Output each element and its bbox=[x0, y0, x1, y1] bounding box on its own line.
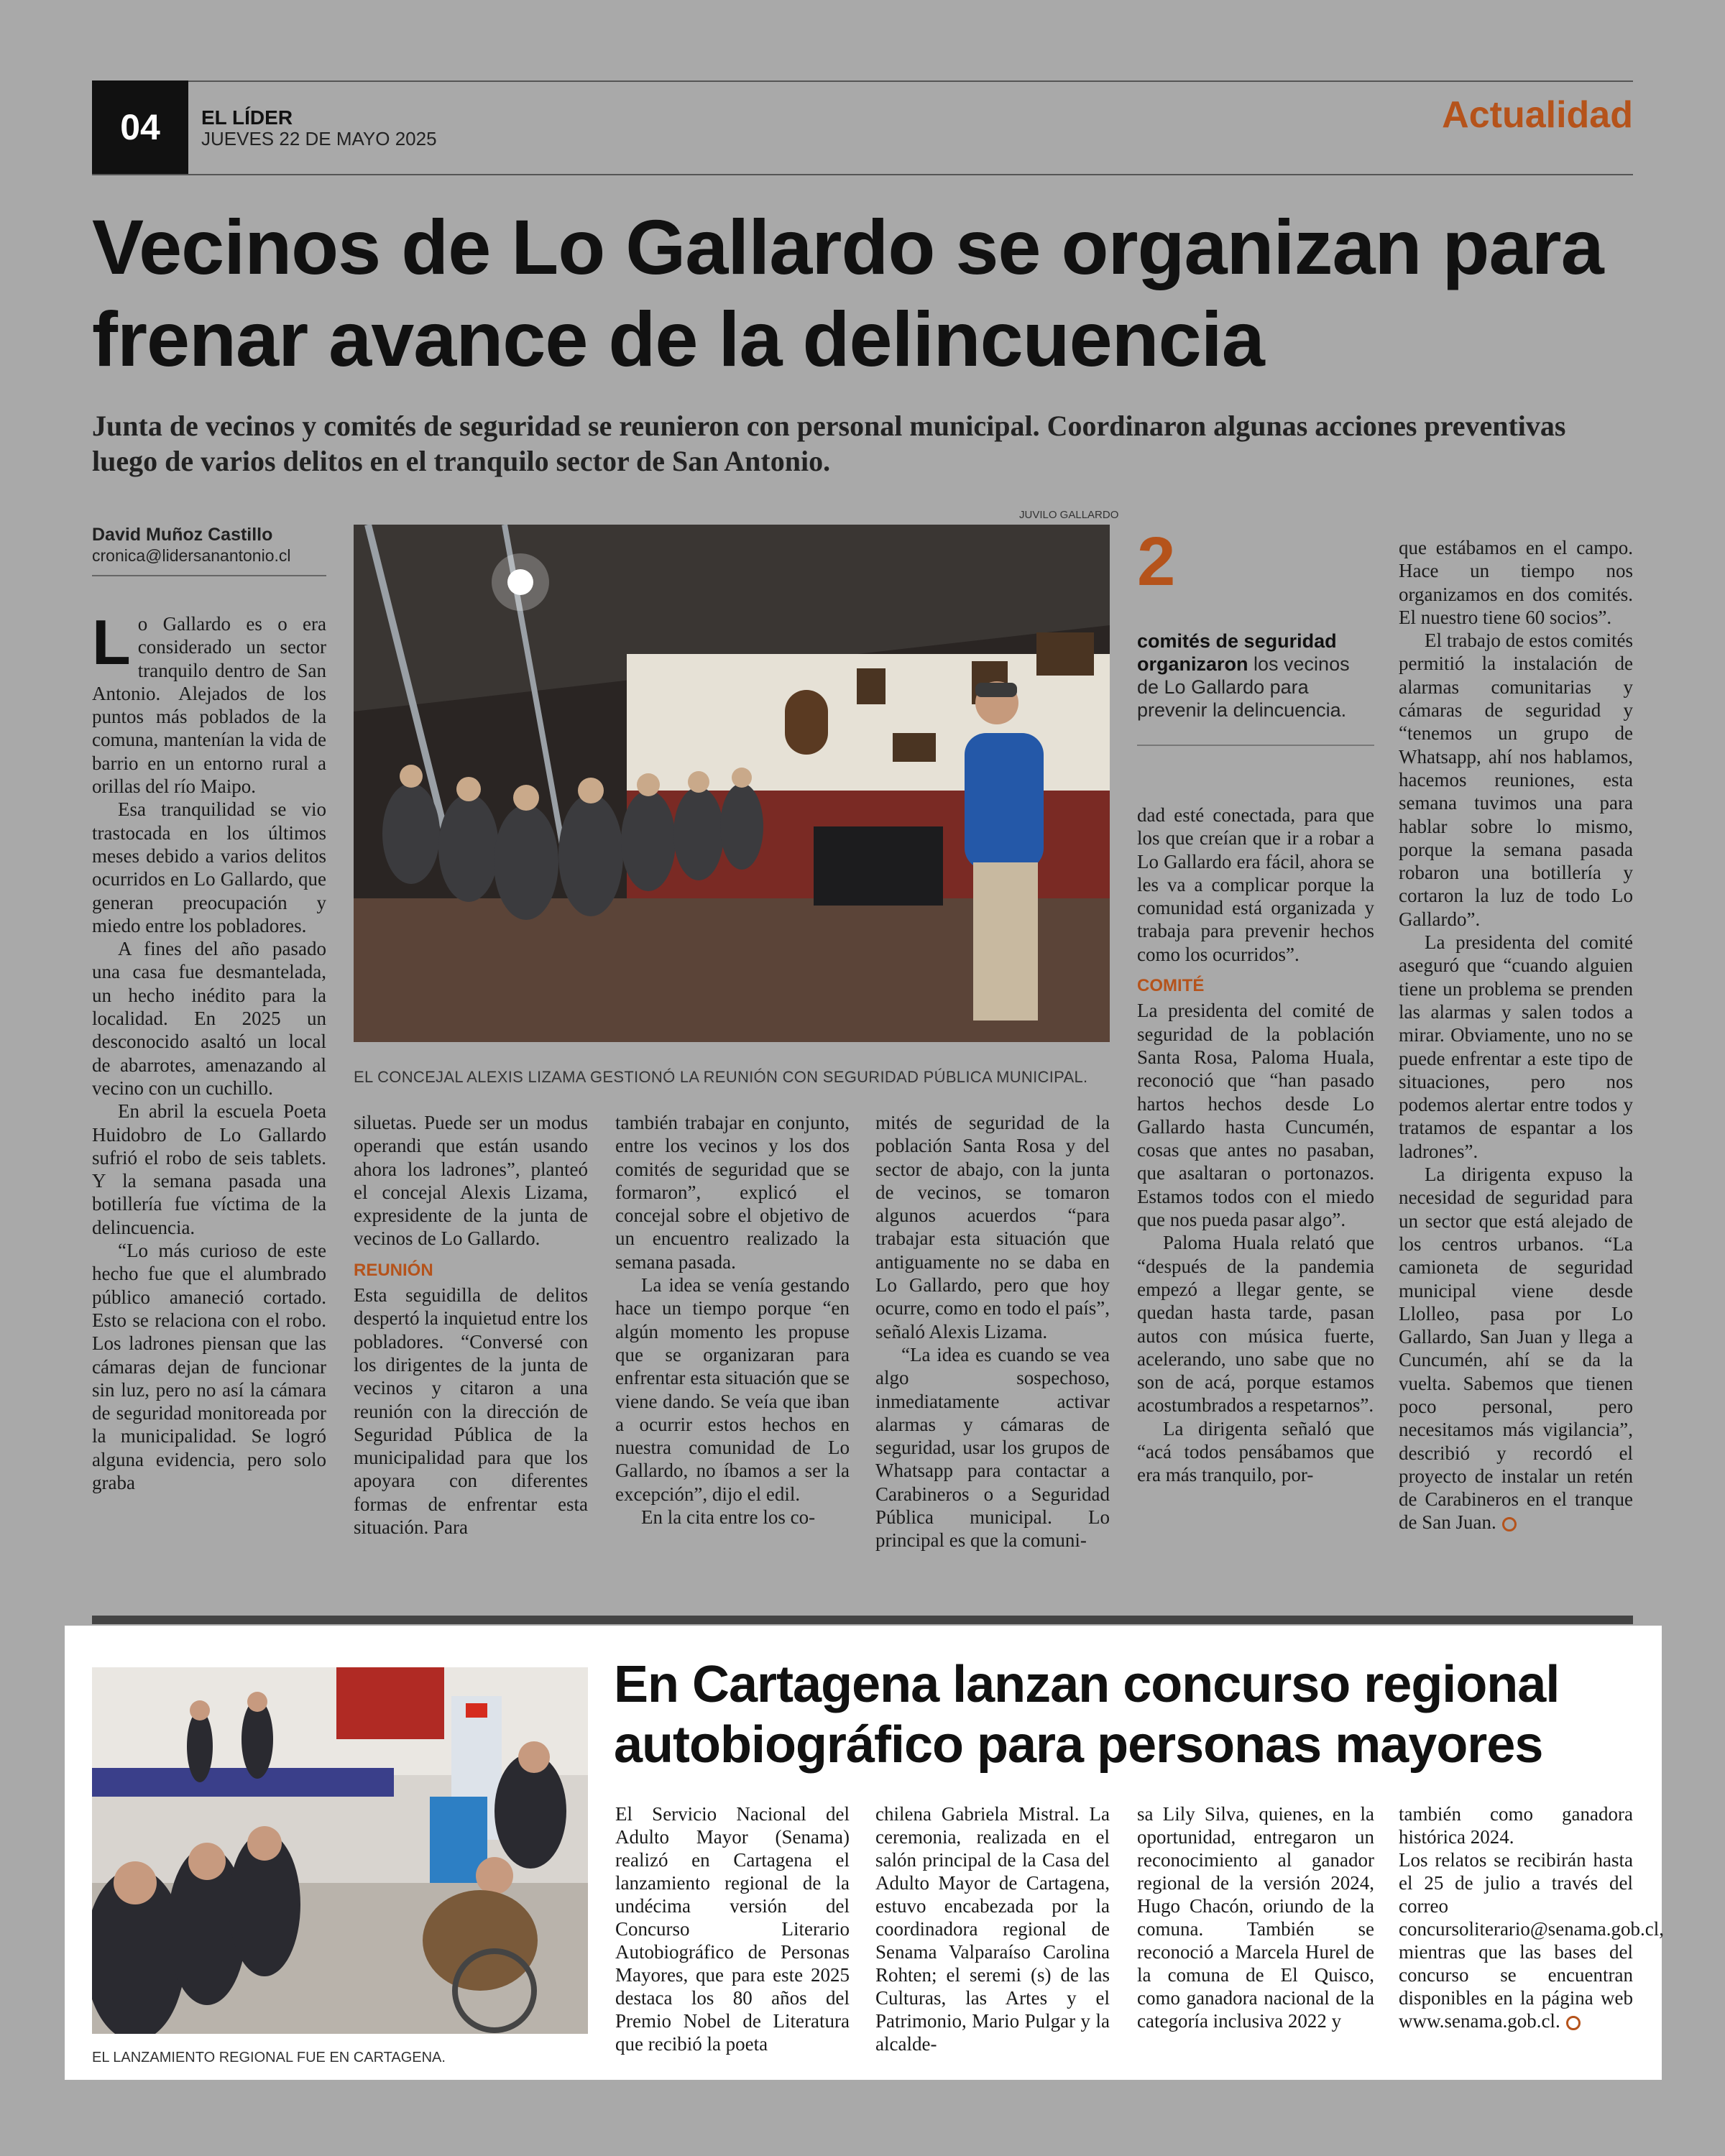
photo-caption-2: EL LANZAMIENTO REGIONAL FUE EN CARTAGENA. bbox=[92, 2050, 446, 2065]
fact-rule bbox=[1137, 745, 1374, 746]
paragraph: que estábamos en el campo. Hace un tiempo nos organizamos en dos comités. El nuestro tiene 60 socios”. bbox=[1399, 537, 1633, 628]
paragraph: A fines del año pasado una casa fue desmantelada, un hecho inédito para la localidad. En 2025 un desconocido asaltó un local de abarrotes, amenazando al vecino con un cuchillo. bbox=[92, 938, 326, 1099]
subhead-comite: COMITÉ bbox=[1137, 976, 1205, 996]
photo-caption: EL CONCEJAL ALEXIS LIZAMA GESTIONÓ LA REUNIÓN CON SEGURIDAD PÚBLICA MUNICIPAL. bbox=[354, 1068, 1088, 1086]
top-rule bbox=[92, 80, 1633, 82]
photo-credit: JUVILO GALLARDO bbox=[1019, 509, 1119, 521]
section-title: Actualidad bbox=[1442, 94, 1633, 136]
article-2-headline: En Cartagena lanzan concurso regional autobiográfico para personas mayores bbox=[614, 1656, 1560, 1774]
end-of-article-icon bbox=[1502, 1517, 1517, 1531]
paragraph: Paloma Huala relató que “después de la pandemia empezó a llegar gente, se quedan hasta tarde, pasan autos con música fuerte, acelerando, uno sabe que no son de acá, porque estamos acostumbrados a respetarnos”. bbox=[1137, 1232, 1374, 1416]
author-email[interactable]: cronica@lidersanantonio.cl bbox=[92, 546, 291, 565]
article-column-1 bbox=[92, 607, 326, 1494]
article-2-column-2 bbox=[875, 1802, 1110, 2055]
paragraph: En abril la escuela Poeta Huidobro de Lo Gallardo sufrió el robo de seis tablets. Y la semana pasada una botillería fue víctima de la delincuencia. bbox=[92, 1100, 326, 1238]
fact-bold-text: comités de seguridad organizaron bbox=[1137, 630, 1337, 675]
article-2-column-4 bbox=[1399, 1802, 1664, 2032]
paragraph: La presidenta del comité aseguró que “cuando alguien tiene un problema se prenden las alarmas y salen todos a mirar. Obviamente, uno no se puede enfrentar a este tipo de situaciones, pero nos podemos alertar entre todos y tratamos de espantar a los ladrones”. bbox=[1399, 931, 1633, 1162]
paragraph: “Lo más curioso de este hecho fue que el alumbrado público amaneció cortado. Esto se relaciona con el robo. Los ladrones piensan que las cámaras dejan de funcionar sin luz, pero no así la cámara de seguridad monitoreada por la municipalidad. Se logró alguna evidencia, pero solo graba bbox=[92, 1240, 326, 1493]
article-column-6 bbox=[1399, 536, 1633, 1534]
fact-number: 2 bbox=[1137, 523, 1176, 600]
paragraph: “La idea es cuando se vea algo sospechoso, inmediatamente activar alarmas y cámaras de seguridad, usar los grupos de Whatsapp para contactar a Carabineros o a Seguridad Pública municipal. Lo principal es que la comuni- bbox=[875, 1343, 1110, 1552]
paragraph: chilena Gabriela Mistral. La ceremonia, realizada en el salón principal de la Casa del Adulto Mayor de Cartagena, estuvo encabezada por la coordinadora regional de Senama Valparaíso Carolina Rohten; el seremi (s) de las Culturas, las Artes y el Patrimonio, Mario Pulgar y la alcalde- bbox=[875, 1803, 1110, 2055]
paragraph: Esta seguidilla de delitos despertó la inquietud entre los pobladores. “Conversé con los dirigentes de la junta de vecinos y citaron a una reunión con la dirección de Seguridad Pública de la municipalidad para que los apoyara con diferentes formas de enfrentar esta situación. Para bbox=[354, 1284, 588, 1539]
paragraph: también trabajar en conjunto, entre los vecinos y los dos comités de seguridad que se formaron”, explicó el concejal sobre el objetivo de un encuentro realizado la semana pasada. bbox=[615, 1112, 850, 1273]
article-column-2 bbox=[354, 1111, 588, 1539]
byline-rule bbox=[92, 575, 326, 576]
end-of-article-icon bbox=[1566, 2016, 1581, 2030]
paragraph: Los relatos se recibirán hasta el 25 de julio a través del correo concursoliterario@senama.gob.cl, mientras que las bases del concurso se encuentran disponibles en la página web www.senama.gob.cl. bbox=[1399, 1849, 1664, 2032]
fact-text: los vecinos de Lo Gallardo para prevenir la delincuencia. bbox=[1137, 653, 1350, 721]
article-2-column-1 bbox=[615, 1802, 850, 2055]
article-column-5 bbox=[1137, 803, 1374, 1487]
article-headline: Vecinos de Lo Gallardo se organizan para frenar avance de la delincuencia bbox=[92, 203, 1604, 382]
page-number: 04 bbox=[92, 80, 188, 174]
section-divider bbox=[92, 1616, 1633, 1624]
meeting-photo bbox=[354, 525, 1110, 1042]
article-column-3 bbox=[615, 1111, 850, 1529]
paragraph: La idea se venía gestando hace un tiempo porque “en algún momento les propuse que se organizaran para enfrentar esta situación que se viene dando. Se veía que iban a ocurrir estos hechos en nuestra comunidad de Lo Gallardo, no íbamos a ser la excepción”, dijo el edil. bbox=[615, 1274, 850, 1505]
paragraph: La dirigenta señaló que “acá todos pensábamos que era más tranquilo, por- bbox=[1137, 1417, 1374, 1486]
launch-photo bbox=[92, 1667, 588, 2034]
paragraph: o Gallardo es o era considerado un sector tranquilo dentro de San Antonio. Alejados de los puntos más poblados de la comuna, mantenían la vida de barrio en un entorno rural a orillas del río Maipo. bbox=[92, 613, 326, 798]
fact-box bbox=[1137, 630, 1374, 722]
article-column-4 bbox=[875, 1111, 1110, 1552]
drop-cap: L bbox=[92, 607, 131, 678]
paragraph: dad esté conectada, para que los que creían que ir a robar a Lo Gallardo era fácil, ahora se les va a complicar porque la comunidad está organizada y trabaja para prevenir hechos como los ocurridos”. bbox=[1137, 804, 1374, 965]
author-name: David Muñoz Castillo bbox=[92, 525, 273, 545]
paragraph: también como ganadora histórica 2024. bbox=[1399, 1803, 1633, 1848]
article-2-column-3 bbox=[1137, 1802, 1374, 2032]
header-rule bbox=[92, 174, 1633, 175]
subhead-reunion: REUNIÓN bbox=[354, 1260, 433, 1280]
paragraph: En la cita entre los co- bbox=[641, 1506, 816, 1529]
paragraph: El Servicio Nacional del Adulto Mayor (Senama) realizó en Cartagena el lanzamiento regional de la undécima versión del Concurso Literario Autobiográfico de Personas Mayores, que para este 2025 destaca los 80 años del Premio Nobel de Literatura que recibió la poeta bbox=[615, 1803, 850, 2055]
paragraph: Esa tranquilidad se vio trastocada en los últimos meses debido a varios delitos ocurridos en Lo Gallardo, que generan preocupación y miedo entre los pobladores. bbox=[92, 798, 326, 936]
paragraph: mités de seguridad de la población Santa Rosa y del sector de abajo, con la junta de vecinos, se tomaron algunos acuerdos “para trabajar esta situación que antiguamente no se daba en Lo Gallardo, pero que hoy ocurre, como en todo el país”, señaló Alexis Lizama. bbox=[875, 1112, 1110, 1342]
paragraph: La presidenta del comité de seguridad de la población Santa Rosa, Paloma Huala, reconoció que “han pasado hartos hechos desde Lo Gallardo hasta Cuncumén, cosas que antes no pasaban, que asaltaran o portonazos. Estamos todos con el miedo que nos pueda pasar algo”. bbox=[1137, 1000, 1374, 1231]
paragraph: sa Lily Silva, quienes, en la oportunidad, entregaron un reconocimiento al ganador regional de la versión 2024, Hugo Chacón, oriundo de la comuna. También se reconoció a Marcela Hurel de la comuna de El Quisco, como ganadora nacional de la categoría inclusiva 2022 y bbox=[1137, 1803, 1374, 2032]
paragraph: El trabajo de estos comités permitió la instalación de alarmas comunitarias y cámaras de seguridad y “tenemos un grupo de Whatsapp, ahí nos hablamos, hacemos reuniones, esta semana tuvimos una para hablar sobre lo mismo, porque la semana pasada robaron una botillería y cortaron la luz de todo Lo Gallardo”. bbox=[1399, 630, 1633, 930]
publication-date: JUEVES 22 DE MAYO 2025 bbox=[201, 128, 437, 149]
paragraph: La dirigenta expuso la necesidad de seguridad para un sector que está alejado de los centros urbanos. “La camioneta de seguridad municipal viene desde Llolleo, pasa por Lo Gallardo, San Juan y llega a Cuncumén, ahí se da la vuelta. Sabemos que tienen poco personal, pero necesitamos más vigilancia”, describió y recordó el proyecto de instalar un retén de Carabineros en el tranque de San Juan. bbox=[1399, 1164, 1633, 1534]
paragraph: siluetas. Puede ser un modus operandi que están usando ahora los ladrones”, planteó el concejal Alexis Lizama, expresidente de la junta de vecinos de Lo Gallardo. bbox=[354, 1112, 588, 1250]
publication-name: EL LÍDER bbox=[201, 106, 293, 129]
article-lead: Junta de vecinos y comités de seguridad se reunieron con personal municipal. Coordinaron algunas acciones preventivas luego de varios delitos en el tranquilo sector de San Antonio. bbox=[92, 410, 1566, 477]
